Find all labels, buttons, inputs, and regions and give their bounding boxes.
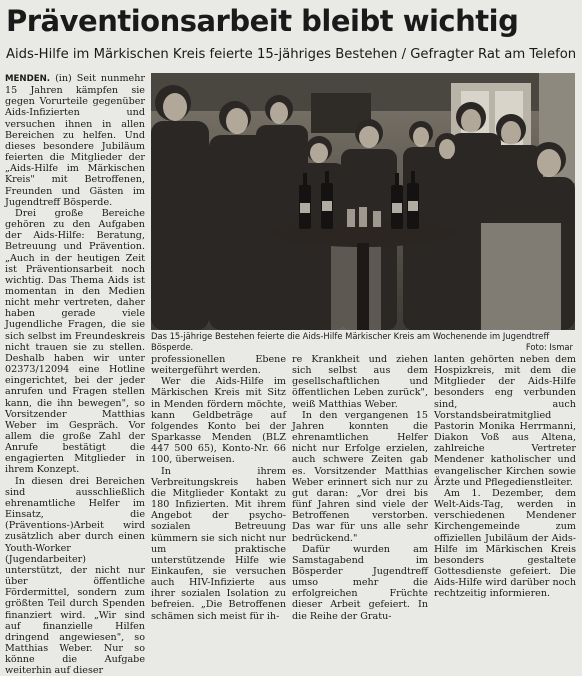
paragraph-text: (in) Seit nunmehr 15 Jahren kämpfen sie gegen Vorurteile gegenüber Aids-Infizierten und versuchen ihnen in allen Bereichen zu helfen. Und dieses besondere Jubiläum feierten die Mitglieder der „Aids-Hilfe im Märkischen Kreis" mit Betroffenen, Freunden und Gästen im Jugendtreff Bösperde. bbox=[5, 73, 145, 208]
article-column-3 bbox=[292, 354, 428, 622]
article-column-4 bbox=[434, 354, 576, 599]
article-paragraph: Am 1. Dezember, dem Welt-Aids-Tag, werden in verschiedenen Mendener Kirchengemeinde zum offiziellen Jubiläum der Aids-Hilfe im Märkischen Kreis besonders gestaltete Gottesdienste gefeiert. Die Aids-Hilfe wird darüber noch rechtzeitig informieren. bbox=[434, 487, 576, 600]
article-paragraph: re Krankheit und ziehen sich selbst aus dem gesellschaftlichen und öffentlichen Leben zurück", weiß Matthias Weber. bbox=[292, 354, 428, 410]
article-paragraph: In den vergangenen 15 Jahren konnten die ehrenamtlichen Helfer nicht nur Erfolge erzielen, auch schwere Zeiten gab es. Vorsitzender Matthias Weber erinnert sich nur zu gut daran: „Vor drei bis fünf Jahren sind viele der Betroffenen verstorben. Das war für uns alle sehr bedrückend." bbox=[292, 409, 428, 544]
article-paragraph: Drei große Bereiche gehören zu den Aufgaben der Aids-Hilfe: Beratung, Betreuung und Prävention. „Auch in der heutigen Zeit ist Präventionsarbeit noch wichtig. Das Thema Aids ist momentan in den Medien nicht mehr vertreten, daher haben gerade viele Jugendliche Fragen, die sie sich selbst im Freundeskreis nicht trauen sie zu stellen. Deshalb haben wir unter 02373/12094 eine Hotline eingerichtet, bei der jeder anrufen und Fragen stellen kann, die ihn bewegen", so Vorsitzender Matthias Weber im Gespräch. Vor allem die große Zahl der Anrufe bestätigt die engagierten Mitglieder in ihrem Konzept. bbox=[5, 207, 145, 476]
article-photo bbox=[151, 73, 575, 330]
photo-caption-block bbox=[151, 331, 575, 352]
photo-credit: Foto: Ismar bbox=[525, 341, 573, 352]
article-paragraph: Dafür wurden am Samstagabend im Bösperder Jugendtreff umso mehr die erfolgreichen Früchte dieser Arbeit gefeiert. In die Reihe der Gratu- bbox=[292, 543, 428, 622]
article-dateline: MENDEN. bbox=[5, 74, 51, 84]
article-paragraph: In ihrem Verbreitungskreis haben die Mitglieder Kontakt zu 180 Infizierten. Mit ihrem Angebot der psycho-sozialen Betreuung kümmern sie sich nicht nur um praktische unterstützende Hilfe wie Einkaufen, sie versuchen auch HIV-Infizierte aus ihrer sozialen Isolation zu befreien. „Die Betroffenen schämen sich meist für ih- bbox=[151, 465, 286, 622]
article-headline: Präventionsarbeit bleibt wichtig bbox=[6, 4, 519, 38]
group-photo-illustration bbox=[151, 73, 575, 330]
article-paragraph: lanten gehörten neben dem Hospizkreis, mit dem die Mitglieder der Aids-Hilfe besonders eng verbunden sind, auch Vorstandsbeiratmitglied Pastorin Monika Herrmanni, Diakon Voß aus Altena, zahlreiche Vertreter Mendener katholischer und evangelischer Kirchen sowie Ärzte und Pflegedienstleiter. bbox=[434, 354, 576, 488]
article-paragraph bbox=[5, 73, 145, 208]
article-column-1 bbox=[5, 73, 145, 676]
photo-caption: Das 15-jährige Bestehen feierte die Aids-Hilfe Märkischer Kreis am Wochenende im Jugendtreff Bösperde. bbox=[151, 331, 550, 352]
article-paragraph: professionellen Ebene weitergeführt werden. bbox=[151, 354, 286, 377]
article-subheadline: Aids-Hilfe im Märkischen Kreis feierte 15-jähriges Bestehen / Gefragter Rat am Telefon bbox=[6, 47, 576, 62]
article-paragraph: In diesen drei Bereichen sind ausschließlich ehrenamtliche Helfer im Einsatz, die (Präventions-)Arbeit wird zusätzlich aber durch einen Youth-Worker (Jugendarbeiter) unterstützt, der nicht nur über öffentliche Fördermittel, sondern zum größten Teil durch Spenden finanziert wird. „Wir sind auf finanzielle Hilfen dringend angewiesen", so Matthias Weber. Nur so könne die Aufgabe weiterhin auf dieser bbox=[5, 475, 145, 676]
article-paragraph: Wer die Aids-Hilfe im Märkischen Kreis mit Sitz in Menden fördern möchte, kann Geldbeträge auf folgendes Konto bei der Sparkasse Menden (BLZ 447 500 65), Konto-Nr. 66 100, überweisen. bbox=[151, 376, 286, 466]
article-column-2 bbox=[151, 354, 286, 622]
